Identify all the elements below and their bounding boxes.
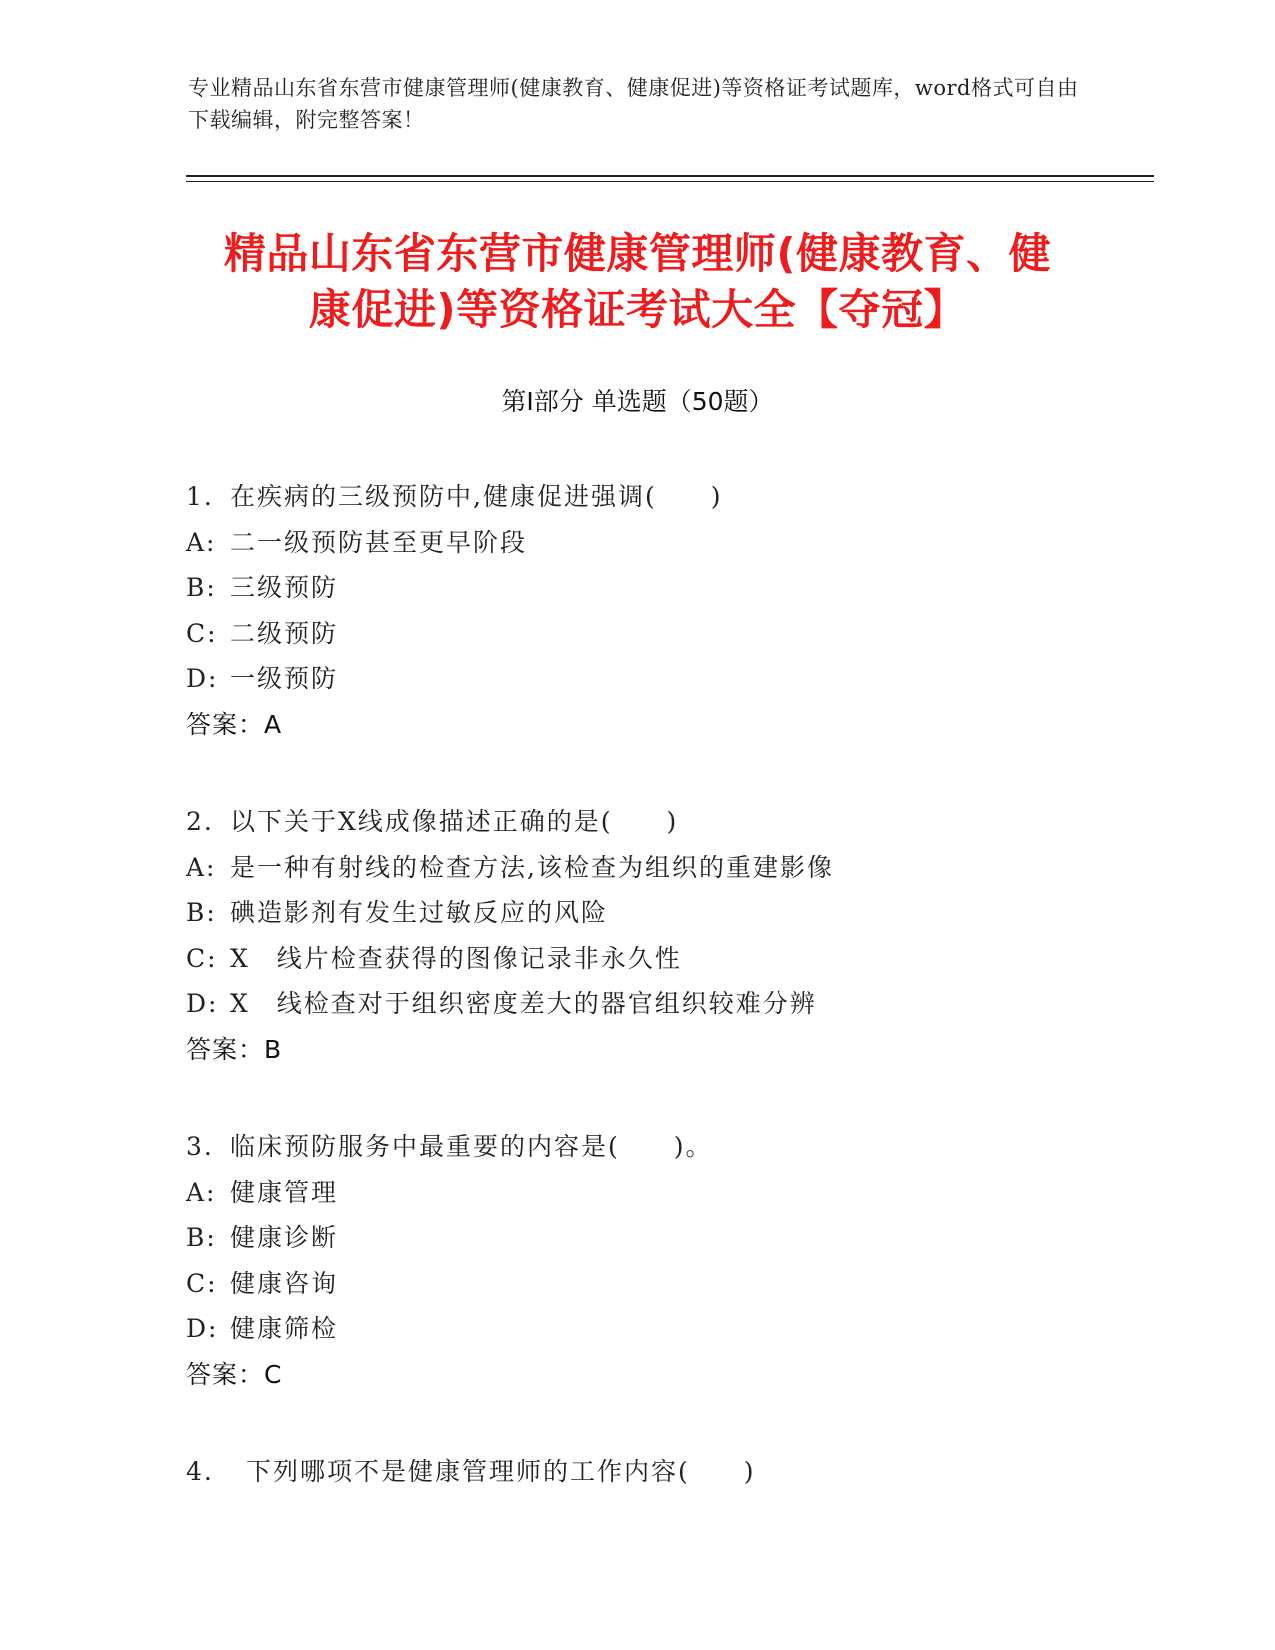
header-note: 专业精品山东省东营市健康管理师(健康教育、健康促进)等资格证考试题库，word格式可自由下载编辑，附完整答案！ bbox=[188, 76, 1079, 132]
header-divider-thin bbox=[186, 181, 1154, 182]
question-list bbox=[186, 474, 1146, 1547]
answer-label: 答案： bbox=[186, 1034, 265, 1064]
question-4 bbox=[186, 1449, 1146, 1495]
option-c bbox=[186, 611, 1146, 657]
question-2 bbox=[186, 799, 1146, 1072]
answer-line bbox=[186, 1027, 1146, 1073]
option-b bbox=[186, 1215, 1146, 1261]
question-number: 2. bbox=[186, 807, 214, 836]
option-b bbox=[186, 890, 1146, 936]
answer-label: 答案： bbox=[186, 1359, 265, 1389]
option-key: C: bbox=[186, 1268, 218, 1298]
option-key: B: bbox=[186, 573, 217, 602]
question-number: 1. bbox=[186, 482, 214, 511]
option-key: D: bbox=[186, 989, 219, 1018]
option-text: 二一级预防甚至更早阶段 bbox=[230, 527, 528, 557]
question-text: 下列哪项不是健康管理师的工作内容( ) bbox=[246, 1457, 756, 1486]
document-title-line-1: 精品山东省东营市健康管理师(健康教育、健 bbox=[223, 229, 1052, 278]
document-title-line-2: 康促进)等资格证考试大全【夺冠】 bbox=[308, 285, 967, 334]
option-text: 健康管理 bbox=[230, 1177, 339, 1207]
option-text: 一级预防 bbox=[230, 664, 339, 693]
option-text: 二级预防 bbox=[230, 618, 339, 648]
option-key: B: bbox=[186, 1223, 217, 1252]
option-text: 健康诊断 bbox=[230, 1223, 339, 1252]
question-stem bbox=[186, 474, 1146, 520]
option-key: B: bbox=[186, 898, 217, 927]
answer-value: B bbox=[264, 1034, 283, 1064]
question-stem bbox=[186, 1124, 1146, 1170]
question-text: 临床预防服务中最重要的内容是( )。 bbox=[230, 1132, 713, 1161]
option-key: A: bbox=[186, 527, 217, 557]
document-title bbox=[150, 226, 1125, 338]
question-number: 4. bbox=[186, 1457, 214, 1486]
option-text: X 线片检查获得的图像记录非永久性 bbox=[230, 943, 682, 973]
question-number: 3. bbox=[186, 1132, 214, 1161]
option-a bbox=[186, 520, 1146, 566]
option-d bbox=[186, 656, 1146, 702]
option-key: D: bbox=[186, 1314, 219, 1343]
option-text: 健康咨询 bbox=[230, 1268, 339, 1298]
question-stem bbox=[186, 799, 1146, 845]
answer-label: 答案： bbox=[186, 709, 265, 739]
question-text: 以下关于X线成像描述正确的是( ) bbox=[230, 807, 679, 836]
section-title: 第Ⅰ部分 单选题（50题） bbox=[501, 387, 774, 416]
option-d bbox=[186, 1306, 1146, 1352]
option-c bbox=[186, 1261, 1146, 1307]
header-divider-thick bbox=[186, 175, 1154, 177]
option-a bbox=[186, 845, 1146, 891]
answer-line bbox=[186, 702, 1146, 748]
option-b bbox=[186, 565, 1146, 611]
option-text: X 线检查对于组织密度差大的器官组织较难分辨 bbox=[230, 989, 817, 1018]
option-key: C: bbox=[186, 618, 218, 648]
option-key: C: bbox=[186, 943, 218, 973]
option-text: 是一种有射线的检查方法,该检查为组织的重建影像 bbox=[230, 852, 834, 882]
answer-value: A bbox=[264, 709, 283, 739]
option-key: A: bbox=[186, 1177, 217, 1207]
question-stem bbox=[186, 1449, 1146, 1495]
answer-line bbox=[186, 1352, 1146, 1398]
option-key: A: bbox=[186, 852, 217, 882]
question-3 bbox=[186, 1124, 1146, 1397]
option-key: D: bbox=[186, 664, 219, 693]
option-text: 健康筛检 bbox=[230, 1314, 339, 1343]
option-text: 碘造影剂有发生过敏反应的风险 bbox=[230, 898, 609, 927]
option-a bbox=[186, 1170, 1146, 1216]
question-text: 在疾病的三级预防中,健康促进强调( ) bbox=[230, 482, 723, 511]
option-d bbox=[186, 981, 1146, 1027]
answer-value: C bbox=[264, 1359, 283, 1389]
option-c bbox=[186, 936, 1146, 982]
option-text: 三级预防 bbox=[230, 573, 339, 602]
question-1 bbox=[186, 474, 1146, 747]
